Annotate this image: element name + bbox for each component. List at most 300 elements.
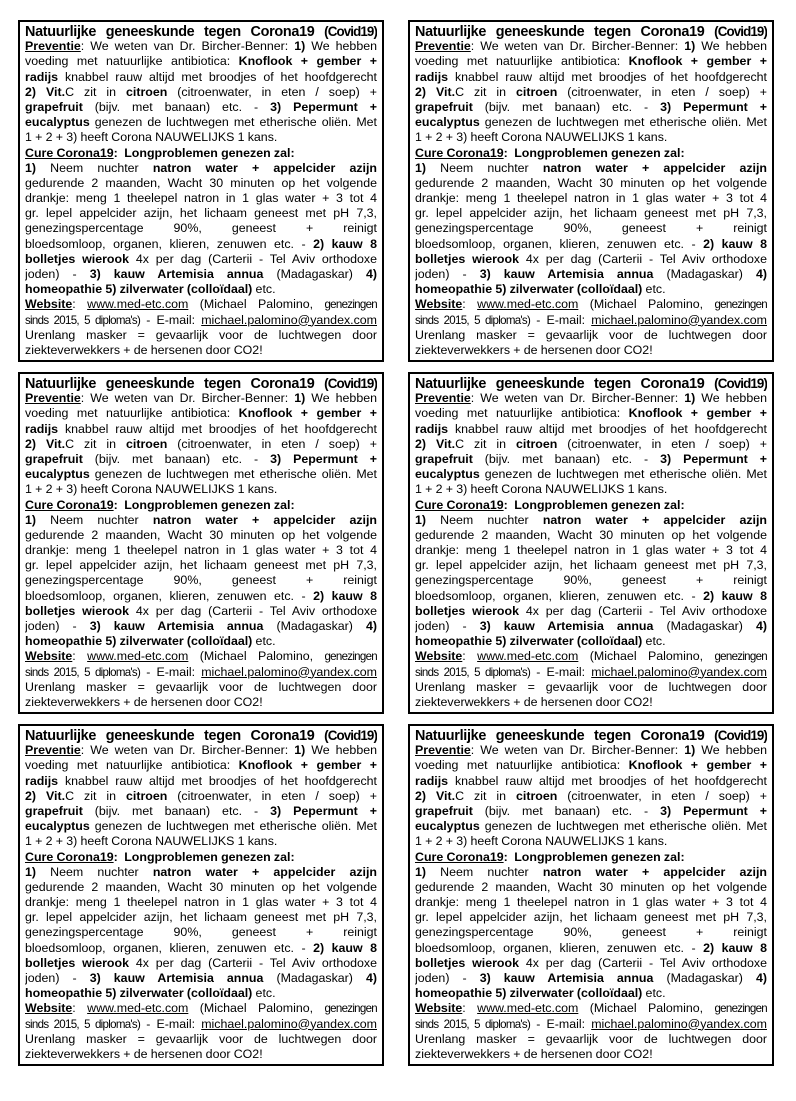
text-segment: 2) Vit. (25, 788, 66, 803)
text-segment: 2) kauw 8 (703, 236, 767, 251)
email-link[interactable]: michael.palomino@yandex.com (591, 1016, 767, 1031)
text-segment: (Michael Palomino, (578, 297, 715, 312)
text-line (25, 971, 377, 986)
text-segment: Preventie (415, 39, 471, 54)
text-segment: voeding met natuurlijke antibiotica: (25, 54, 239, 69)
flyer-card (18, 372, 384, 714)
text-line (25, 1047, 377, 1062)
text-segment: gedurende 2 maanden, Wacht 30 minuten op het volgende (25, 879, 377, 894)
text-segment: (citroenwater, in eten / soep) + (557, 788, 767, 803)
flyer-card (408, 724, 774, 1066)
text-line (415, 54, 767, 69)
text-segment: 1) (25, 160, 37, 175)
text-segment: Knoflook + gember + (628, 406, 767, 421)
text-line (415, 956, 767, 971)
cure-heading (415, 498, 767, 513)
text-segment: genezingspercentage 90%, geneest + reinigt (25, 573, 377, 588)
text-segment: 4x per dag (Carterii - Tel Aviv orthodoxe (518, 251, 767, 266)
text-segment: Cure Corona19 (415, 497, 504, 512)
text-segment: (Covid19) (324, 728, 377, 743)
text-segment: (Michael Palomino, (188, 1001, 325, 1016)
text-line (415, 543, 767, 558)
text-segment: 1 + 2 + 3) heeft Corona NAUWELIJKS 1 kans. (415, 130, 668, 145)
website-link[interactable]: www.med-etc.com (477, 297, 579, 312)
text-segment: (Madagaskar) (653, 267, 756, 281)
text-segment: Cure Corona19 (25, 849, 114, 864)
text-segment: Natuurlijke geneeskunde tegen Corona19 (415, 728, 715, 744)
text-segment: voeding met natuurlijke antibiotica: (415, 406, 629, 421)
text-segment: Cure Corona19 (415, 849, 504, 864)
text-segment: etc. (642, 986, 666, 1001)
text-line (25, 665, 377, 680)
flyer-card (408, 372, 774, 714)
text-segment: Urenlang masker = gevaarlijk voor de luchtwegen door (415, 327, 767, 342)
text-segment: 1 + 2 + 3) heeft Corona NAUWELIJKS 1 kans. (415, 482, 668, 497)
text-line (415, 313, 767, 328)
text-segment: drankje: meng 1 theelepel natron in 1 glas water + 3 tot 4 (25, 543, 377, 558)
text-segment: eucalyptus (25, 819, 90, 834)
text-segment: 2) kauw 8 (313, 588, 377, 603)
text-segment: radijs (25, 421, 59, 436)
text-line (25, 941, 377, 956)
text-segment: : We weten van Dr. Bircher-Benner: (470, 743, 685, 758)
website-link[interactable]: www.med-etc.com (87, 297, 189, 312)
text-segment: knabbel rauw altijd met broodjes of het hoofdgerecht (448, 421, 767, 436)
text-segment: 1 + 2 + 3) heeft Corona NAUWELIJKS 1 kans. (415, 834, 668, 849)
text-line (25, 804, 377, 819)
text-segment: genezen de luchtwegen met etherische oliën. Met (89, 115, 377, 130)
text-segment: knabbel rauw altijd met broodjes of het hoofdgerecht (58, 69, 377, 84)
text-segment: We hebben (695, 39, 767, 54)
text-segment: 1) (415, 160, 427, 175)
text-line (415, 910, 767, 925)
text-segment: gedurende 2 maanden, Wacht 30 minuten op het volgende (25, 527, 377, 542)
text-line (415, 573, 767, 588)
text-line (25, 115, 377, 130)
text-segment: grapefruit (25, 803, 83, 818)
text-segment: genezen de luchtwegen met etherische oliën. Met (479, 819, 767, 834)
text-segment: 1) (684, 391, 696, 406)
text-segment: natron water + appelcider azijn (152, 864, 377, 879)
flyer-card (18, 724, 384, 1066)
text-line (25, 161, 377, 176)
text-line (25, 70, 377, 85)
text-segment: - E-mail: (530, 664, 592, 679)
text-segment: Natuurlijke geneeskunde tegen Corona19 (25, 728, 325, 744)
text-line (415, 834, 767, 849)
text-line (415, 100, 767, 115)
text-line (25, 758, 377, 773)
text-line (415, 695, 767, 710)
text-segment: 1 + 2 + 3) heeft Corona NAUWELIJKS 1 kans. (25, 482, 278, 497)
text-segment: Knoflook + gember + (238, 406, 377, 421)
text-segment: sinds 2015, 5 diploma's) (415, 1018, 531, 1031)
text-segment: 1) (25, 864, 37, 879)
website-link[interactable]: www.med-etc.com (87, 649, 189, 664)
text-segment: 4x per dag (Carterii - Tel Aviv orthodoxe (518, 603, 767, 618)
text-segment: 3) kauw Artemisia annua (479, 267, 654, 281)
text-line (25, 39, 377, 54)
text-line (25, 452, 377, 467)
text-segment: joden) - (25, 619, 90, 633)
text-segment: (Covid19) (714, 24, 767, 39)
email-link[interactable]: michael.palomino@yandex.com (201, 664, 377, 679)
text-line (25, 895, 377, 910)
text-segment: We hebben (305, 743, 377, 758)
text-segment: : (462, 1001, 478, 1016)
text-line (25, 1001, 377, 1016)
text-segment: : We weten van Dr. Bircher-Benner: (80, 743, 295, 758)
text-segment: 3) Pepermunt + (660, 451, 767, 466)
text-segment: Knoflook + gember + (238, 758, 377, 773)
text-segment: bolletjes wierook (415, 955, 519, 970)
text-segment: (Madagaskar) (653, 619, 756, 633)
text-segment: 3) Pepermunt + (660, 99, 767, 114)
text-line (25, 513, 377, 528)
text-segment: (Covid19) (714, 376, 767, 391)
text-segment: bloedsomloop, organen, klieren, zenuwen etc. - (415, 588, 704, 603)
text-line (415, 1001, 767, 1016)
text-line (415, 513, 767, 528)
text-segment: Cure Corona19 (25, 497, 114, 512)
text-segment: genezingspercentage 90%, geneest + reinigt (415, 221, 767, 236)
text-segment: etc. (252, 282, 276, 297)
text-segment: voeding met natuurlijke antibiotica: (25, 758, 239, 773)
text-segment: genezingspercentage 90%, geneest + reinigt (415, 573, 767, 588)
text-segment: (bijv. met banaan) etc. - (82, 803, 271, 818)
text-segment: - E-mail: (530, 1016, 592, 1031)
text-segment: 3) Pepermunt + (270, 451, 377, 466)
text-segment: joden) - (25, 971, 90, 985)
text-segment: Knoflook + gember + (628, 758, 767, 773)
text-line (25, 834, 377, 849)
text-segment: We hebben (305, 39, 377, 54)
text-segment: joden) - (25, 267, 90, 281)
text-segment: Website (415, 297, 463, 312)
card-title (415, 728, 767, 743)
text-segment: Natuurlijke geneeskunde tegen Corona19 (25, 376, 325, 392)
text-segment: genezingspercentage 90%, geneest + reinigt (25, 925, 377, 940)
website-link[interactable]: www.med-etc.com (477, 1001, 579, 1016)
text-line (25, 406, 377, 421)
text-line (25, 343, 377, 358)
text-line (25, 789, 377, 804)
text-line (25, 774, 377, 789)
text-segment: drankje: meng 1 theelepel natron in 1 glas water + 3 tot 4 (25, 191, 377, 206)
text-segment: 3) kauw Artemisia annua (479, 971, 654, 985)
text-line (415, 422, 767, 437)
text-segment: 4x per dag (Carterii - Tel Aviv orthodoxe (128, 955, 377, 970)
text-segment: grapefruit (415, 803, 473, 818)
text-segment: gedurende 2 maanden, Wacht 30 minuten op het volgende (415, 879, 767, 894)
text-segment: gedurende 2 maanden, Wacht 30 minuten op het volgende (415, 175, 767, 190)
text-segment: (bijv. met banaan) etc. - (82, 99, 271, 114)
text-segment: radijs (25, 69, 59, 84)
text-line (415, 252, 767, 267)
text-line (25, 282, 377, 297)
text-segment: 3) Pepermunt + (660, 803, 767, 818)
text-segment: genezingspercentage 90%, geneest + reinigt (25, 221, 377, 236)
text-line (25, 558, 377, 573)
text-segment: bolletjes wierook (25, 251, 129, 266)
text-segment: 1) (25, 512, 37, 527)
text-segment: eucalyptus (415, 467, 480, 482)
text-segment: 3) kauw Artemisia annua (89, 267, 264, 281)
text-segment: bolletjes wierook (25, 603, 129, 618)
text-segment: ziekteverwekkers + de hersenen door CO2! (25, 694, 263, 709)
text-segment: (Michael Palomino, (578, 649, 715, 664)
text-segment: bolletjes wierook (415, 603, 519, 618)
email-link[interactable]: michael.palomino@yandex.com (201, 1016, 377, 1031)
text-segment: 4x per dag (Carterii - Tel Aviv orthodoxe (128, 603, 377, 618)
text-line (25, 85, 377, 100)
text-line (25, 695, 377, 710)
text-segment: genezen de luchtwegen met etherische oliën. Met (89, 467, 377, 482)
card-title (25, 24, 377, 39)
text-line (415, 528, 767, 543)
text-segment: (bijv. met banaan) etc. - (82, 451, 271, 466)
card-title (25, 376, 377, 391)
text-segment: Neem nuchter (426, 160, 543, 175)
text-line (415, 619, 767, 634)
text-segment: : Longproblemen genezen zal: (113, 849, 295, 864)
text-segment: 3) Pepermunt + (270, 99, 377, 114)
text-segment: citroen (516, 436, 558, 451)
text-line (25, 252, 377, 267)
cure-heading (415, 146, 767, 161)
text-line (25, 528, 377, 543)
text-segment: homeopathie 5) zilverwater (colloïdaal) (415, 986, 643, 1001)
text-segment: Website (25, 1001, 73, 1016)
text-line (25, 986, 377, 1001)
text-segment: (bijv. met banaan) etc. - (472, 803, 661, 818)
text-line (25, 619, 377, 634)
text-segment: 2) Vit. (415, 436, 456, 451)
text-line (415, 804, 767, 819)
text-segment: joden) - (415, 267, 480, 281)
text-segment: : Longproblemen genezen zal: (503, 497, 685, 512)
text-line (25, 865, 377, 880)
text-line (25, 743, 377, 758)
text-segment: C zit in (455, 436, 516, 451)
text-segment: (citroenwater, in eten / soep) + (167, 436, 377, 451)
text-segment: (citroenwater, in eten / soep) + (167, 788, 377, 803)
text-line (415, 406, 767, 421)
text-segment: homeopathie 5) zilverwater (colloïdaal) (25, 282, 253, 297)
text-segment: natron water + appelcider azijn (152, 512, 377, 527)
text-segment: genezingspercentage 90%, geneest + reinigt (415, 925, 767, 940)
text-segment: genezingen (324, 299, 377, 312)
text-segment: 1) (415, 864, 427, 879)
text-segment: Knoflook + gember + (238, 54, 377, 69)
text-line (415, 558, 767, 573)
text-line (25, 680, 377, 695)
text-segment: genezen de luchtwegen met etherische oliën. Met (89, 819, 377, 834)
text-segment: knabbel rauw altijd met broodjes of het hoofdgerecht (58, 773, 377, 788)
text-segment: Website (25, 297, 73, 312)
text-line (25, 956, 377, 971)
text-line (415, 1032, 767, 1047)
text-segment: 4x per dag (Carterii - Tel Aviv orthodoxe (518, 955, 767, 970)
text-segment: 2) kauw 8 (313, 940, 377, 955)
email-link[interactable]: michael.palomino@yandex.com (591, 312, 767, 327)
text-line (25, 221, 377, 236)
text-segment: : (72, 649, 88, 664)
text-segment: Preventie (25, 743, 81, 758)
text-segment: Cure Corona19 (25, 145, 114, 160)
text-segment: gr. lepel appelcider azijn, het lichaam geneest met pH 7,3, (25, 206, 377, 221)
text-segment: Cure Corona19 (415, 145, 504, 160)
text-line (415, 343, 767, 358)
text-segment: Urenlang masker = gevaarlijk voor de luchtwegen door (25, 327, 377, 342)
text-segment: : (72, 297, 88, 312)
text-line (25, 206, 377, 221)
text-segment: 4) (755, 619, 767, 633)
text-line (25, 604, 377, 619)
text-segment: : (462, 649, 478, 664)
text-line (25, 437, 377, 452)
text-segment: - E-mail: (140, 664, 202, 679)
text-segment: Preventie (415, 743, 471, 758)
text-line (25, 634, 377, 649)
cure-heading (415, 850, 767, 865)
text-line (415, 391, 767, 406)
text-line (25, 267, 377, 282)
text-segment: sinds 2015, 5 diploma's) (25, 666, 141, 679)
text-segment: knabbel rauw altijd met broodjes of het hoofdgerecht (448, 773, 767, 788)
cure-heading (25, 850, 377, 865)
text-line (415, 774, 767, 789)
text-segment: Neem nuchter (36, 160, 153, 175)
text-segment: : (72, 1001, 88, 1016)
text-segment: etc. (252, 986, 276, 1001)
text-segment: genezingen (714, 299, 767, 312)
text-segment: 3) Pepermunt + (270, 803, 377, 818)
text-segment: 1) (415, 512, 427, 527)
text-segment: citroen (126, 84, 168, 99)
text-segment: 4) (365, 267, 377, 281)
text-segment: C zit in (65, 84, 126, 99)
text-segment: radijs (415, 421, 449, 436)
text-segment: C zit in (65, 436, 126, 451)
email-link[interactable]: michael.palomino@yandex.com (591, 664, 767, 679)
text-line (25, 1017, 377, 1032)
text-segment: 2) Vit. (25, 436, 66, 451)
text-segment: (citroenwater, in eten / soep) + (557, 436, 767, 451)
text-line (25, 482, 377, 497)
text-line (415, 221, 767, 236)
text-line (415, 634, 767, 649)
text-segment: : We weten van Dr. Bircher-Benner: (80, 391, 295, 406)
website-link[interactable]: www.med-etc.com (87, 1001, 189, 1016)
text-line (415, 130, 767, 145)
text-segment: 4) (755, 267, 767, 281)
text-segment: eucalyptus (415, 115, 480, 130)
text-line (25, 925, 377, 940)
text-segment: We hebben (695, 391, 767, 406)
text-line (415, 176, 767, 191)
text-line (25, 297, 377, 312)
text-line (415, 743, 767, 758)
text-segment: ziekteverwekkers + de hersenen door CO2! (25, 1046, 263, 1061)
text-line (415, 328, 767, 343)
text-line (25, 589, 377, 604)
text-line (415, 971, 767, 986)
text-segment: gedurende 2 maanden, Wacht 30 minuten op het volgende (415, 527, 767, 542)
text-segment: 1) (294, 391, 306, 406)
text-line (415, 758, 767, 773)
text-segment: citroen (516, 84, 558, 99)
text-segment: (bijv. met banaan) etc. - (472, 99, 661, 114)
text-segment: gr. lepel appelcider azijn, het lichaam geneest met pH 7,3, (25, 558, 377, 573)
text-line (25, 176, 377, 191)
text-segment: Website (25, 649, 73, 664)
cure-heading (25, 498, 377, 513)
text-segment: 3) kauw Artemisia annua (89, 971, 264, 985)
text-segment: 4) (365, 971, 377, 985)
text-segment: : We weten van Dr. Bircher-Benner: (470, 391, 685, 406)
text-segment: (Michael Palomino, (578, 1001, 715, 1016)
text-segment: homeopathie 5) zilverwater (colloïdaal) (415, 282, 643, 297)
text-segment: - E-mail: (530, 312, 592, 327)
text-segment: gr. lepel appelcider azijn, het lichaam geneest met pH 7,3, (415, 206, 767, 221)
text-line (25, 328, 377, 343)
text-segment: natron water + appelcider azijn (542, 160, 767, 175)
text-segment: Neem nuchter (426, 512, 543, 527)
text-segment: ziekteverwekkers + de hersenen door CO2! (25, 342, 263, 357)
text-segment: Preventie (25, 39, 81, 54)
text-line (415, 39, 767, 54)
text-segment: 1) (684, 39, 696, 54)
text-line (25, 910, 377, 925)
text-line (415, 206, 767, 221)
text-segment: C zit in (65, 788, 126, 803)
website-link[interactable]: www.med-etc.com (477, 649, 579, 664)
text-segment: natron water + appelcider azijn (542, 512, 767, 527)
text-line (25, 1032, 377, 1047)
card-title (415, 376, 767, 391)
text-segment: - E-mail: (140, 1016, 202, 1031)
text-segment: Urenlang masker = gevaarlijk voor de luchtwegen door (415, 1031, 767, 1046)
text-segment: knabbel rauw altijd met broodjes of het hoofdgerecht (58, 421, 377, 436)
text-segment: bloedsomloop, organen, klieren, zenuwen etc. - (25, 588, 314, 603)
text-line (415, 70, 767, 85)
text-segment: homeopathie 5) zilverwater (colloïdaal) (25, 986, 253, 1001)
text-line (415, 452, 767, 467)
text-segment: 3) kauw Artemisia annua (479, 619, 654, 633)
text-segment: radijs (25, 773, 59, 788)
text-segment: natron water + appelcider azijn (542, 864, 767, 879)
text-segment: bloedsomloop, organen, klieren, zenuwen etc. - (415, 940, 704, 955)
text-line (25, 100, 377, 115)
card-title (25, 728, 377, 743)
text-segment: 1) (294, 39, 306, 54)
text-segment: drankje: meng 1 theelepel natron in 1 glas water + 3 tot 4 (415, 191, 767, 206)
text-segment: Neem nuchter (36, 864, 153, 879)
text-segment: 3) kauw Artemisia annua (89, 619, 264, 633)
text-segment: knabbel rauw altijd met broodjes of het hoofdgerecht (448, 69, 767, 84)
text-segment: (Madagaskar) (263, 971, 366, 985)
text-line (415, 467, 767, 482)
text-segment: genezingen (324, 651, 377, 664)
text-segment: sinds 2015, 5 diploma's) (415, 666, 531, 679)
text-segment: drankje: meng 1 theelepel natron in 1 glas water + 3 tot 4 (415, 895, 767, 910)
email-link[interactable]: michael.palomino@yandex.com (201, 312, 377, 327)
text-line (25, 237, 377, 252)
text-segment: voeding met natuurlijke antibiotica: (25, 406, 239, 421)
text-segment: (bijv. met banaan) etc. - (472, 451, 661, 466)
text-line (415, 482, 767, 497)
